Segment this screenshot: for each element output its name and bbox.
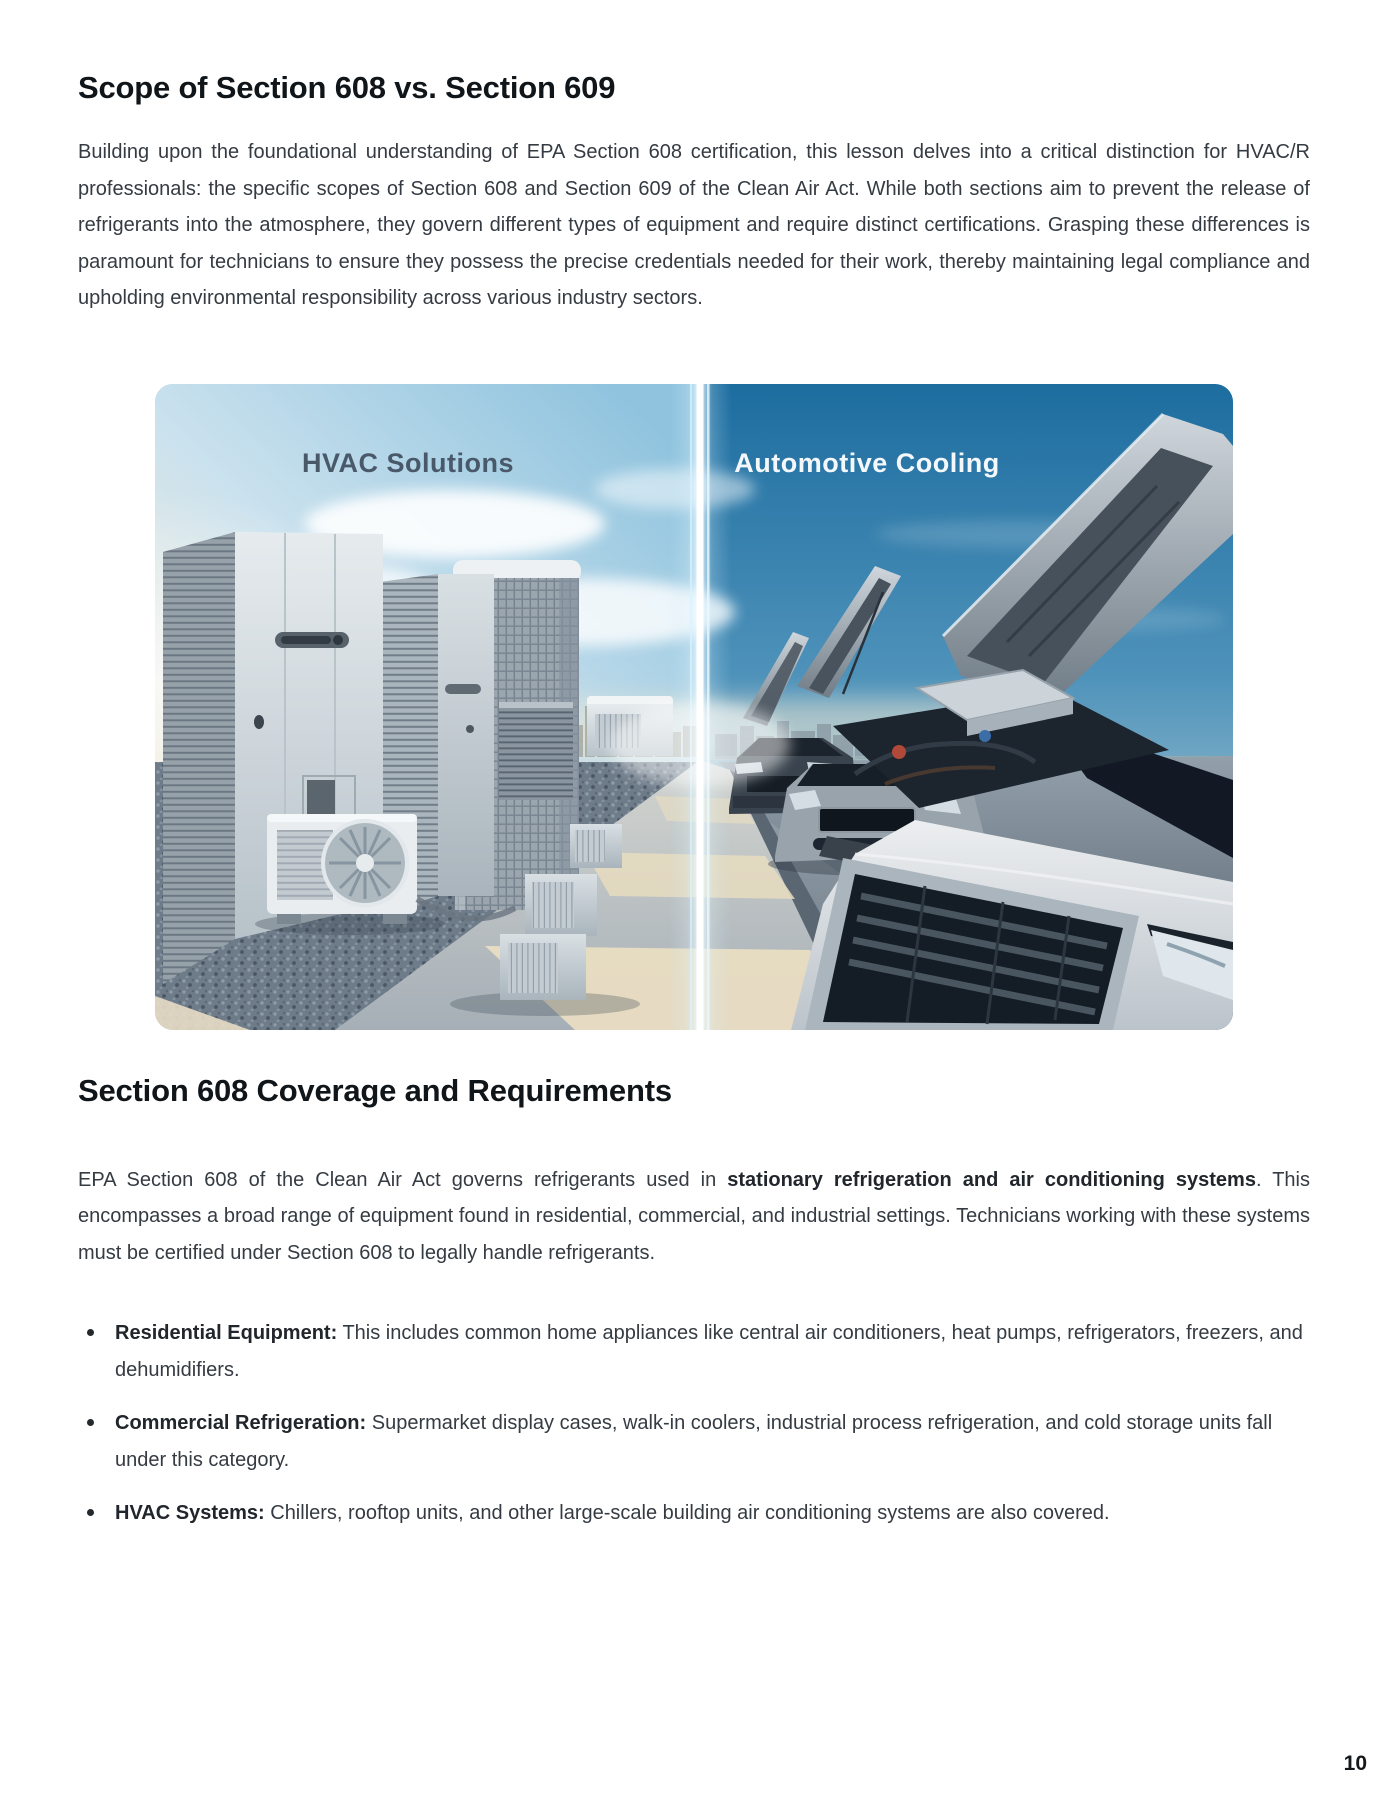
page-number: 10 — [1343, 1752, 1367, 1775]
lesson-content — [78, 0, 1310, 1532]
bullet-text: Chillers, rooftop units, and other large-scale building air conditioning systems are also covered. — [264, 1502, 1110, 1524]
hero-label-hvac: HVAC Solutions — [302, 447, 514, 478]
section-608-title: Section 608 Coverage and Requirements — [78, 1072, 672, 1108]
bullet-label: HVAC Systems: — [115, 1502, 265, 1524]
bullet-label: Commercial Refrigeration: — [115, 1412, 367, 1434]
paragraph-bold-phrase: stationary refrigeration and air conditioning systems — [727, 1168, 1256, 1191]
hero-label-automotive: Automotive Cooling — [734, 447, 1000, 478]
bullet-label: Residential Equipment: — [115, 1322, 338, 1344]
coverage-bullet-list — [78, 1315, 1310, 1532]
list-item-residential — [78, 1315, 1310, 1388]
list-item-commercial — [78, 1405, 1310, 1478]
section-608-paragraph — [78, 1162, 1310, 1272]
bullet-text: This includes common home appliances like central air conditioners, heat pumps, refrigerators, freezers, and dehumidifiers. — [115, 1322, 1303, 1381]
hvac-vs-automotive-illustration — [155, 384, 1233, 1030]
paragraph-lead: EPA Section 608 of the Clean Air Act governs refrigerants used in — [78, 1168, 728, 1191]
paragraph-rest: . This encompasses a broad range of equipment found in residential, commercial, and industrial settings. Technicians working with these systems must be certified under Section 608 to legally handle refrigerants. — [78, 1168, 1310, 1264]
list-item-hvac-systems — [78, 1495, 1310, 1532]
hero-image — [155, 384, 1233, 1030]
section-scope-title: Scope of Section 608 vs. Section 609 — [78, 70, 616, 105]
bullet-text: Supermarket display cases, walk-in coolers, industrial process refrigeration, and cold storage units fall under this category. — [115, 1412, 1273, 1471]
section-scope-paragraph: Building upon the foundational understanding of EPA Section 608 certification, this lesson delves into a critical distinction for HVAC/R professionals: the specific scopes of Section 608 and Section 609 of the Clean Air Act. While both sections aim to prevent the release of refrigerants into the atmosphere, they govern different types of equipment and require distinct certifications. Grasping these differences is paramount for technicians to ensure they possess the precise credentials needed for their work, thereby maintaining legal compliance and upholding environmental responsibility across various industry sectors. — [78, 141, 1310, 309]
